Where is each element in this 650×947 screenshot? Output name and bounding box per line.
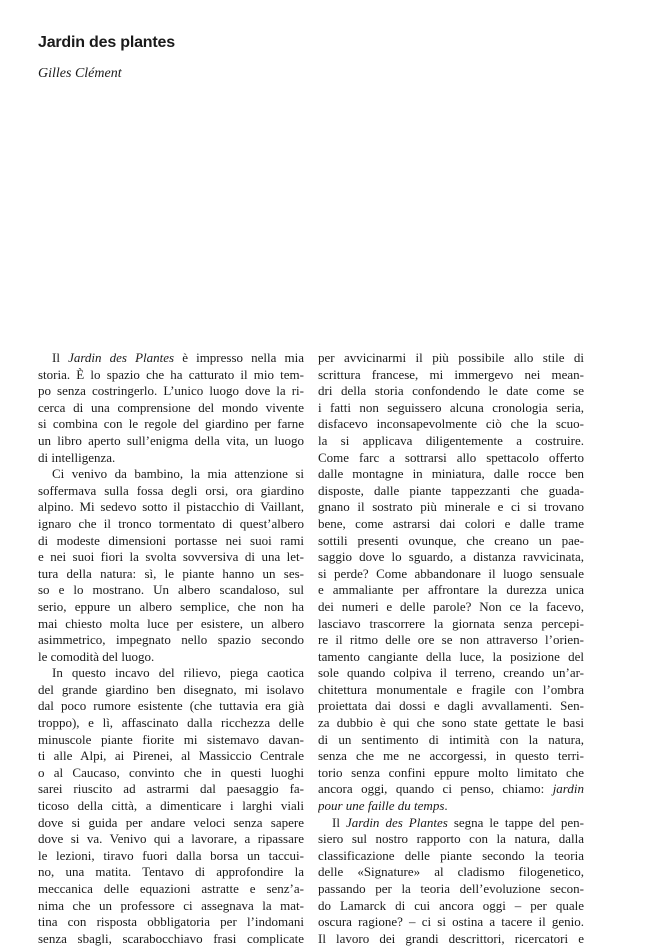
text-line [38, 665, 304, 682]
text-segment: Ci venivo da bambino, la mia attenzione si [52, 466, 304, 482]
text-segment: un libro aperto sull’enigma della vita, un luogo [38, 432, 304, 448]
text-line [38, 864, 304, 881]
text-segment: tura della natura: sì, le piante hanno un ses- [38, 565, 304, 581]
text-line [38, 466, 304, 483]
text-line [318, 566, 584, 583]
text-segment: delle «Signature» al cladismo filogenetico, [318, 864, 584, 880]
text-segment: nima che un professore ci assegnava la mat- [38, 897, 304, 913]
text-line [318, 616, 584, 633]
text-line [38, 450, 304, 467]
text-segment: troppo), e lì, affascinato dalla ricchezza delle [38, 715, 304, 731]
text-line [38, 732, 304, 749]
text-line [318, 881, 584, 898]
text-segment: sarei riuscito ad astrarmi dal paesaggio fa- [38, 781, 304, 797]
text-segment: gnano il sostrato più minerale e ci si trovano [318, 499, 584, 515]
text-segment: po senza costringerlo. L’unico luogo dove la ri- [38, 383, 304, 399]
text-line [38, 499, 304, 516]
text-segment: dri della storia confondendo le date come se [318, 383, 584, 399]
text-segment: Il [332, 814, 346, 830]
text-segment: è impresso nella mia [174, 350, 304, 365]
text-line [318, 450, 584, 467]
text-segment: ticoso della città, a dimenticare i larghi viali [38, 798, 304, 814]
text-line [318, 367, 584, 384]
text-column-right [318, 350, 584, 947]
text-line [318, 665, 584, 682]
text-line [318, 516, 584, 533]
text-segment: dove si guida per andare veloci senza sapere [38, 814, 304, 830]
text-line [318, 350, 584, 367]
text-segment: bene, come astrarsi dai colori e dalle trame [318, 515, 584, 531]
text-segment: o al Caucaso, convinto che in questi luoghi [38, 764, 304, 780]
text-segment: do Lamarck di cui ancora oggi – per quale [318, 897, 584, 913]
text-line [38, 748, 304, 765]
text-segment: e ammaliante per affrontare la durezza unica [318, 582, 584, 598]
text-line [318, 848, 584, 865]
text-line [38, 416, 304, 433]
text-line [38, 599, 304, 616]
text-segment: cerca di una comprensione del mondo vivente [38, 399, 304, 415]
text-line [318, 383, 584, 400]
text-segment: tamento cangiante della luce, la posizione del [318, 648, 584, 664]
text-line [318, 416, 584, 433]
text-segment: la si applicava diligentemente a costruire. [318, 432, 584, 448]
text-line [38, 781, 304, 798]
text-line [318, 632, 584, 649]
text-line [38, 914, 304, 931]
text-segment: In questo incavo del rilievo, piega caotica [52, 665, 304, 681]
text-segment: i fatti non seguissero alcuna cronologia seria, [318, 399, 584, 415]
text-segment: saggio dove lo sguardo, a distanza ravvicinata, [318, 549, 584, 565]
italic-segment: jardin [552, 781, 584, 797]
text-line [38, 400, 304, 417]
text-segment: classificazione delle piante secondo la teoria [318, 847, 584, 863]
text-segment: chitettura monumentale e fragile con l’ombra [318, 681, 584, 697]
text-segment: senza sbagli, scarabocchiavo frasi complicate [38, 930, 304, 946]
text-line [38, 350, 304, 367]
text-line [38, 566, 304, 583]
text-segment: di modeste dimensioni portasse nei suoi rami [38, 532, 304, 548]
text-segment: si perde? Come abbandonare il luogo sensuale [318, 565, 584, 581]
text-line [318, 549, 584, 566]
text-segment: dove si va. Venivo qui a lavorare, a ripassare [38, 831, 304, 847]
italic-segment: pour une faille du temps [318, 798, 445, 814]
text-segment: ti alle Alpi, ai Pirenei, al Massiccio Centrale [38, 748, 304, 764]
text-segment: re il ritmo delle ore se non attraverso l’orien- [318, 632, 584, 648]
text-segment: asimmetrico, impegnato nello spazio secondo [38, 632, 304, 648]
text-segment: so e lo mostrano. Un albero scandaloso, sul [38, 582, 304, 598]
page-title: Jardin des plantes [38, 34, 175, 51]
text-segment: storia. È lo spazio che ha catturato il mio tem- [38, 366, 304, 382]
text-segment: lasciavo trascorrere la giornata senza percepi- [318, 615, 584, 631]
text-line [38, 533, 304, 550]
text-line [38, 582, 304, 599]
text-line [38, 649, 304, 666]
text-line [38, 698, 304, 715]
text-line [38, 881, 304, 898]
text-segment: proiettata dai dossi e dagli avvallamenti. Sen- [318, 698, 584, 714]
text-line [38, 483, 304, 500]
text-segment: le lezioni, tiravo fuori dalla borsa un taccui- [38, 847, 304, 863]
text-line [38, 632, 304, 649]
text-line [318, 433, 584, 450]
text-segment: Il [52, 350, 69, 365]
text-segment: siero sul nostro rapporto con la natura, dalla [318, 831, 584, 847]
text-line [318, 682, 584, 699]
text-segment: scrittura francese, mi immergevo nei mean- [318, 366, 584, 382]
text-segment: minuscole piante fiorite mi sistemavo davan- [38, 731, 304, 747]
text-segment: . [444, 798, 448, 814]
text-line [38, 682, 304, 699]
text-line [318, 582, 584, 599]
text-line [38, 715, 304, 732]
text-segment: sottili presenti ovunque, che creano un pae- [318, 532, 584, 548]
text-line [318, 649, 584, 666]
text-line [38, 383, 304, 400]
text-segment: no, una matita. Tentavo di approfondire la [38, 864, 304, 880]
text-segment: dei numeri e delle parole? Non ce la facevo, [318, 598, 584, 614]
text-line [318, 765, 584, 782]
text-line [318, 898, 584, 915]
text-line [38, 549, 304, 566]
text-line [318, 931, 584, 947]
text-segment: disposte, dalle piante tappezzanti che guada- [318, 482, 584, 498]
text-segment: dalle montagne in miniatura, dalle rocce ben [318, 466, 584, 482]
text-line [318, 499, 584, 516]
text-segment: sole quando colpiva il terreno, creando un’ar- [318, 665, 584, 681]
text-line [318, 781, 584, 798]
italic-segment: Jardin des Plantes [68, 350, 175, 365]
text-line [38, 765, 304, 782]
text-column-left [38, 350, 304, 947]
text-line [318, 914, 584, 931]
text-line [38, 367, 304, 384]
text-line [38, 815, 304, 832]
text-segment: za dubbio è qui che sono state gettate le basi [318, 715, 584, 731]
text-line [318, 798, 584, 815]
text-line [38, 898, 304, 915]
text-segment: serio, eppure un albero semplice, che non ha [38, 598, 304, 614]
text-segment: di un sentimento di intimità con la natura, [318, 731, 584, 747]
text-line [318, 466, 584, 483]
text-line [38, 433, 304, 450]
text-segment: e nei suoi fiori la svolta sovversiva di una let- [38, 549, 304, 565]
text-line [38, 516, 304, 533]
text-line [318, 831, 584, 848]
text-segment: passando per la teoria dell’evoluzione secon- [318, 881, 584, 896]
text-line [38, 831, 304, 848]
text-segment: torio senza confini eppure molto limitato che [318, 764, 584, 780]
text-segment: oscura ragione? – ci si ostina a tacere il genio. [318, 914, 584, 930]
text-line [38, 798, 304, 815]
text-line [318, 533, 584, 550]
text-segment: segna le tappe del pen- [447, 814, 584, 830]
text-segment: ancora oggi, quando ci penso, chiamo: [318, 781, 553, 797]
text-line [318, 732, 584, 749]
text-segment: disfacevo inconsapevolmente ciò che la scuo- [318, 416, 584, 432]
text-segment: alpino. Mi sedevo sotto il pistacchio di Vaillant, [38, 499, 304, 515]
text-segment: Come farc a sottrarsi allo spettacolo offerto [318, 449, 584, 465]
text-segment: soffermava sulla fossa degli orsi, ora giardino [38, 482, 304, 498]
text-line [318, 400, 584, 417]
text-line [38, 848, 304, 865]
text-line [38, 616, 304, 633]
text-segment: ignaro che il tronco tormentato di quest’albero [38, 515, 304, 531]
text-segment: del grande giardino ben disegnato, mi isolavo [38, 681, 304, 697]
text-segment: si combina con le regole del giardino per farne [38, 416, 304, 432]
text-line [318, 815, 584, 832]
text-line [38, 931, 304, 947]
text-line [318, 483, 584, 500]
text-line [318, 748, 584, 765]
text-segment: Il lavoro dei grandi descrittori, ricercatori e [318, 930, 584, 946]
text-segment: meccanica delle equazioni astratte e senz’a- [38, 881, 304, 896]
text-line [318, 698, 584, 715]
text-line [318, 599, 584, 616]
text-segment: dal poco rumore esistente (che tuttavia era già [38, 698, 304, 714]
text-segment: tina con risposta obbligatoria per l’indomani [38, 914, 304, 930]
text-segment: di intelligenza. [38, 449, 116, 465]
text-line [318, 715, 584, 732]
author-name: Gilles Clément [38, 66, 122, 81]
italic-segment: Jardin des Plantes [345, 814, 448, 830]
text-segment: per avvicinarmi il più possibile allo stile di [318, 350, 584, 365]
text-segment: senza che me ne accorgessi, in questo terri- [318, 748, 584, 764]
text-segment: le comodità del luogo. [38, 648, 155, 664]
text-line [318, 864, 584, 881]
text-segment: mai chiesto molta luce per esistere, un albero [38, 615, 304, 631]
